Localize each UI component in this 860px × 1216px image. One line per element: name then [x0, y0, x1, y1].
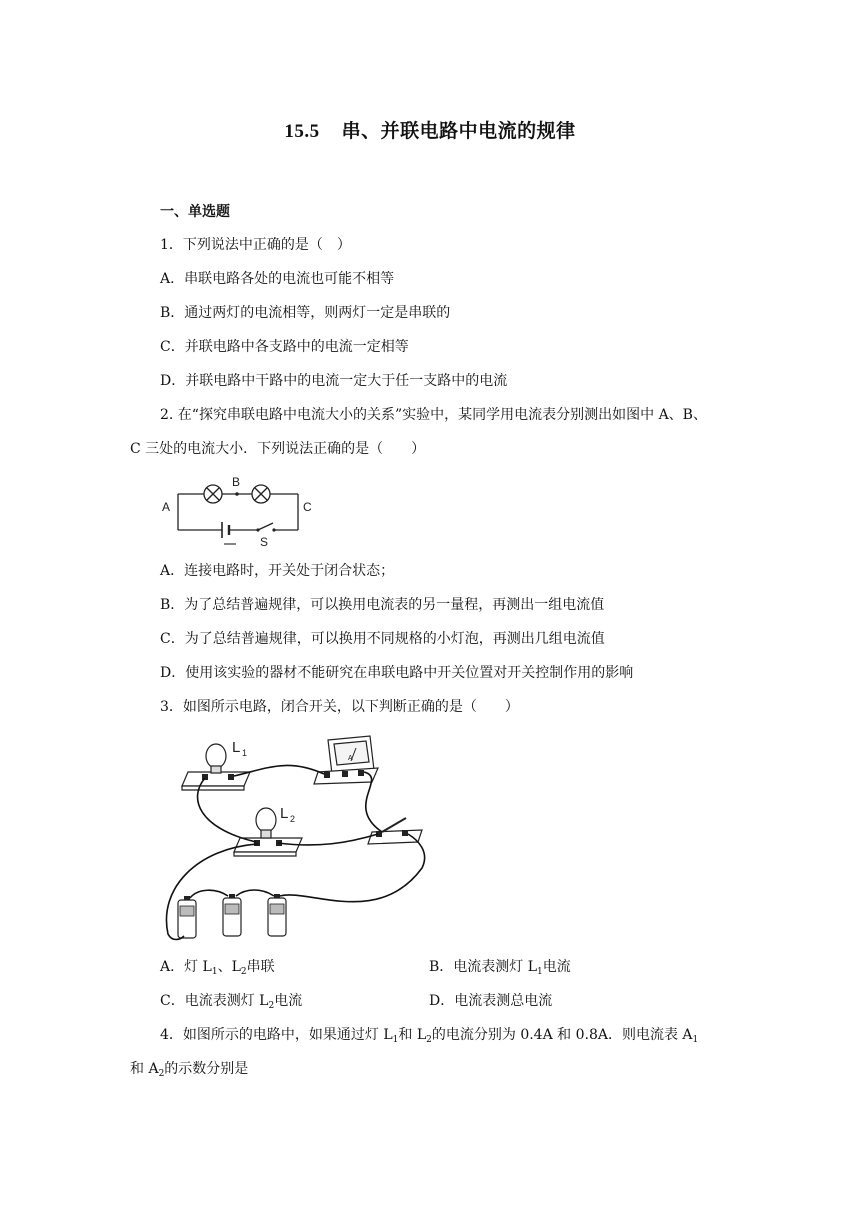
q2-option-a: A．连接电路时，开关处于闭合状态；	[160, 563, 395, 579]
q4-stem-line1: 4．如图所示的电路中，如果通过灯 $L_1$和 $L_2$的电流分别为 0.4A 和 0.8A．则电流表 $A_1$	[160, 1027, 699, 1045]
label-l2-sub: 2	[290, 814, 296, 824]
q2-stem-line2: C 三处的电流大小．下列说法正确的是（ ）	[130, 441, 426, 457]
q2-circuit-diagram	[156, 474, 322, 550]
label-l2: L	[280, 805, 289, 822]
page-title	[0, 116, 860, 143]
label-l1-sub: 1	[242, 748, 248, 758]
q2-option-d: D．使用该实验的器材不能研究在串联电路中开关位置对开关控制作用的影响	[160, 665, 634, 681]
q1-stem: 1．下列说法中正确的是（ ）	[160, 237, 351, 253]
label-l1: L	[232, 739, 241, 756]
q3-stem: 3．如图所示电路，闭合开关，以下判断正确的是（ ）	[160, 699, 519, 715]
q2-stem-line1: 2. 在“探究串联电路中电流大小的关系”实验中，某同学用电流表分别测出如图中 A、B、	[160, 407, 707, 423]
bulb-l1-icon	[206, 744, 226, 768]
q3-option-c: C．电流表测灯 $L_2$电流	[160, 993, 303, 1011]
bulb-l2-icon	[256, 808, 276, 832]
q4-stem-line2: 和 $A_2$的示数分别是	[130, 1061, 249, 1079]
q3-option-b: B．电流表测灯 $L_1$电流	[429, 959, 571, 977]
title-text: 串、并联电路中电流的规律	[341, 120, 576, 142]
q2-option-c: C．为了总结普遍规律，可以换用不同规格的小灯泡，再测出几组电流值	[160, 631, 605, 647]
label-s: S	[260, 535, 269, 549]
q1-option-c: C．并联电路中各支路中的电流一定相等	[160, 339, 409, 355]
title-number: 15.5	[284, 121, 320, 142]
q1-option-b: B．通过两灯的电流相等，则两灯一定是串联的	[160, 305, 451, 321]
label-c: C	[303, 500, 312, 514]
q1-option-d: D．并联电路中干路中的电流一定大于任一支路中的电流	[160, 373, 508, 389]
label-a: A	[162, 500, 171, 514]
q3-option-d: D．电流表测总电流	[429, 993, 553, 1009]
q3-circuit-illustration	[158, 728, 438, 944]
q2-option-b: B．为了总结普遍规律，可以换用电流表的另一量程，再测出一组电流值	[160, 597, 605, 613]
label-b: B	[232, 475, 241, 489]
q3-option-a: A．灯 $L_1$、$L_2$串联	[160, 959, 275, 977]
section-heading: 一、单选题	[160, 204, 230, 220]
ammeter-label: A	[348, 755, 353, 762]
q1-option-a: A．串联电路各处的电流也可能不相等	[160, 271, 395, 287]
